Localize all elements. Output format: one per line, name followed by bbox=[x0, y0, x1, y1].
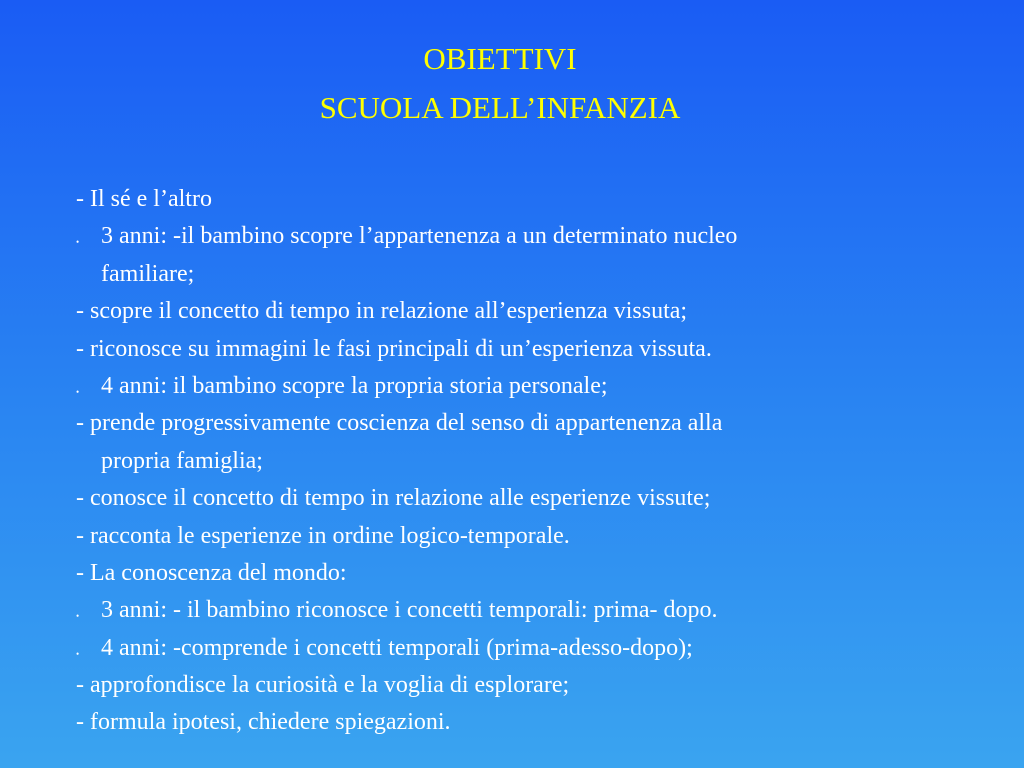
bullet-icon: • bbox=[76, 611, 80, 622]
text-line bbox=[76, 405, 976, 442]
text-line bbox=[76, 331, 976, 368]
line-text: familiare; bbox=[101, 260, 195, 287]
continuation-line bbox=[76, 256, 976, 293]
line-text: 4 anni: il bambino scopre la propria storia personale; bbox=[101, 372, 608, 399]
text-line bbox=[76, 181, 976, 218]
bullet-line bbox=[76, 368, 976, 405]
continuation-line bbox=[76, 443, 976, 480]
line-text: 4 anni: -comprende i concetti temporali (prima-adesso-dopo); bbox=[101, 634, 693, 661]
line-text: - prende progressivamente coscienza del senso di appartenenza alla bbox=[76, 410, 723, 437]
line-text: 3 anni: -il bambino scopre l’appartenenza a un determinato nucleo bbox=[101, 223, 738, 250]
text-line bbox=[76, 518, 976, 555]
line-text: 3 anni: - il bambino riconosce i concetti temporali: prima- dopo. bbox=[101, 597, 718, 624]
line-text: - conosce il concetto di tempo in relazione alle esperienze vissute; bbox=[76, 485, 711, 512]
text-line bbox=[76, 704, 976, 741]
text-line bbox=[76, 667, 976, 704]
text-line bbox=[76, 293, 976, 330]
bullet-line bbox=[76, 218, 976, 255]
line-text: - riconosce su immagini le fasi principali di un’esperienza vissuta. bbox=[76, 335, 712, 362]
line-text: - approfondisce la curiosità e la voglia di esplorare; bbox=[76, 672, 570, 699]
line-text: - Il sé e l’altro bbox=[76, 186, 212, 212]
line-text: propria famiglia; bbox=[101, 447, 263, 474]
bullet-line bbox=[76, 592, 976, 629]
bullet-icon: • bbox=[76, 648, 80, 659]
text-line bbox=[76, 480, 976, 517]
line-text: - racconta le esperienze in ordine logico-temporale. bbox=[76, 522, 570, 549]
slide-title: OBIETTIVI bbox=[423, 41, 577, 76]
slide-subtitle: SCUOLA DELL’INFANZIA bbox=[319, 90, 681, 125]
line-text: - formula ipotesi, chiedere spiegazioni. bbox=[76, 709, 451, 736]
slide-body bbox=[76, 181, 976, 742]
line-text: - scopre il concetto di tempo in relazione all’esperienza vissuta; bbox=[76, 298, 688, 325]
text-line bbox=[76, 555, 976, 592]
line-text: - La conoscenza del mondo: bbox=[76, 559, 347, 586]
bullet-icon: • bbox=[76, 386, 80, 397]
bullet-line bbox=[76, 630, 976, 667]
bullet-icon: • bbox=[76, 237, 80, 248]
